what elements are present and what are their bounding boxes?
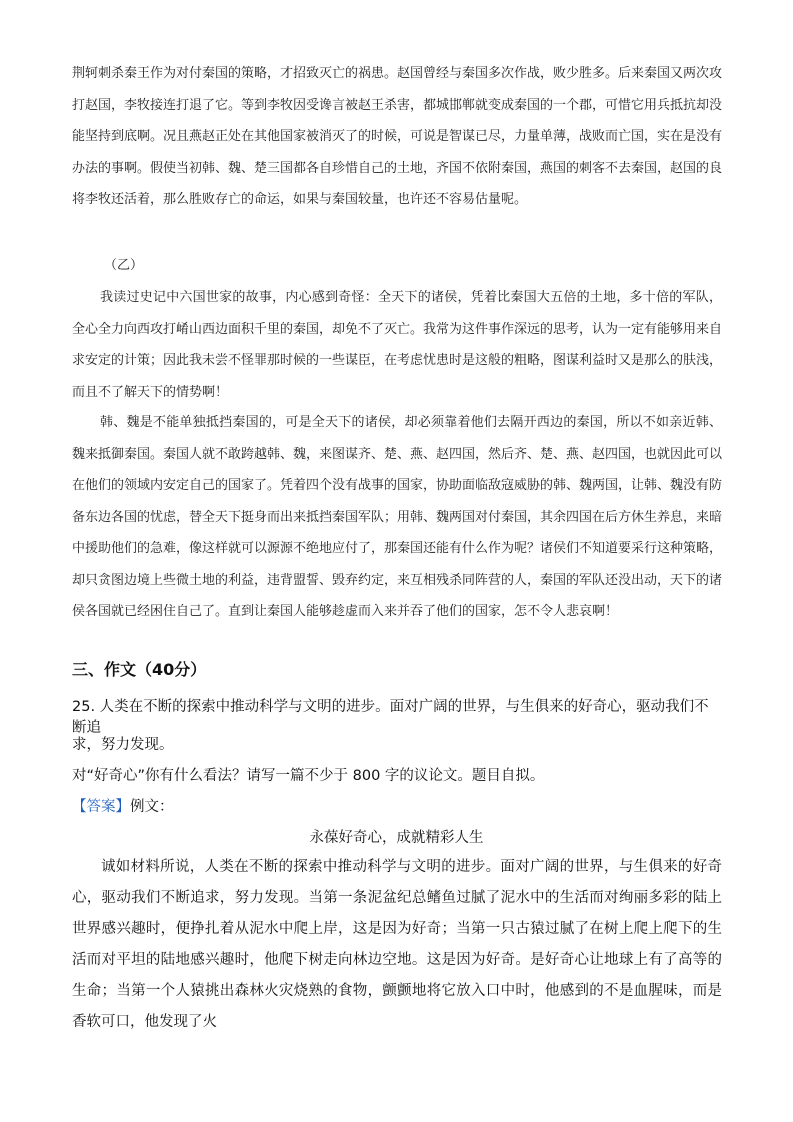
question-prompt-line-2: 求，努力发现。 <box>72 737 174 753</box>
answer-tag: 【答案】 <box>72 799 130 815</box>
answer-lead: 例文： <box>130 799 174 815</box>
question-prompt-line-1: 25. 人类在不断的探索中推动科学与文明的进步。面对广阔的世界，与生俱来的好奇心，驱动我们不断追 <box>72 699 709 736</box>
essay-title: 永葆好奇心，成就精彩人生 <box>309 830 484 846</box>
passage-jia-continuation: 荆轲刺杀秦王作为对付秦国的策略，才招致灭亡的祸患。赵国曾经与秦国多次作战，败少胜多。后来秦国又两次攻打赵国，李牧接连打退了它。等到李牧因受谗言被赵王杀害，都城邯郸就变成秦国的一个郡，可惜它用兵抵抗却没能坚持到底啊。况且燕赵正处在其他国家被消灭了的时候，可说是智谋已尽，力量单薄，战败而亡国，实在是没有办法的事啊。假使当初韩、魏、楚三国都各自珍惜自己的土地，齐国不依附秦国，燕国的刺客不去秦国，赵国的良将李牧还活着，那么胜败存亡的命运，如果与秦国较量，也许还不容易估量呢。 <box>72 66 723 207</box>
section-title: 三、作文（40分） <box>72 660 207 679</box>
question-prompt-line-3: 对“好奇心”你有什么看法？请写一篇不少于 800 字的议论文。题目自拟。 <box>72 768 545 784</box>
answer-line <box>72 795 174 816</box>
essay-body: 诚如材料所说，人类在不断的探索中推动科学与文明的进步。面对广阔的世界，与生俱来的好奇心，驱动我们不断追求，努力发现。当第一条泥盆纪总鳍鱼过腻了泥水中的生活而对绚丽多彩的陆上世界感兴趣时，便挣扎着从泥水中爬上岸，这是因为好奇；当第一只古猿过腻了在树上爬上爬下的生活而对平坦的陆地感兴趣时，他爬下树走向林边空地。这是因为好奇。是好奇心让地球上有了高等的生命；当第一个人猿挑出森林火灾烧熟的食物，颤颤地将它放入口中时，他感到的不是血腥味，而是香软可口，他发现了火 <box>72 859 722 1030</box>
passage-yi-label: （乙） <box>104 258 144 273</box>
passage-yi-paragraph-2: 韩、魏是不能单独抵挡秦国的，可是全天下的诸侯，却必须靠着他们去隔开西边的秦国，所以不如亲近韩、魏来抵御秦国。秦国人就不敢跨越韩、魏，来图谋齐、楚、燕、赵四国，然后齐、楚、燕、赵四国，也就因此可以在他们的领域内安定自己的国家了。凭着四个没有战事的国家，协助面临敌寇威胁的韩、魏两国，让韩、魏没有防备东边各国的忧虑，替全天下挺身而出来抵挡秦国军队；用韩、魏两国对付秦国，其余四国在后方休生养息，来暗中援助他们的急难，像这样就可以源源不绝地应付了，那秦国还能有什么作为呢？诸侯们不知道要采行这种策略，却只贪图边境上些微土地的利益，违背盟誓、毁弃约定，来互相残杀同阵营的人，秦国的军队还没出动，天下的诸侯各国就已经困住自己了。直到让秦国人能够趁虚而入来并吞了他们的国家，怎不令人悲哀啊！ <box>72 415 723 619</box>
passage-yi-paragraph-1: 我读过史记中六国世家的故事，内心感到奇怪：全天下的诸侯，凭着比秦国大五倍的土地，多十倍的军队，全心全力向西攻打崤山西边面积千里的秦国，却免不了灭亡。我常为这件事作深远的思考，认为一定有能够用来自求安定的计策；因此我未尝不怪罪那时候的一些谋臣，在考虑忧患时是这般的粗略，图谋利益时又是那么的肤浅，而且不了解天下的情势啊！ <box>72 290 723 400</box>
